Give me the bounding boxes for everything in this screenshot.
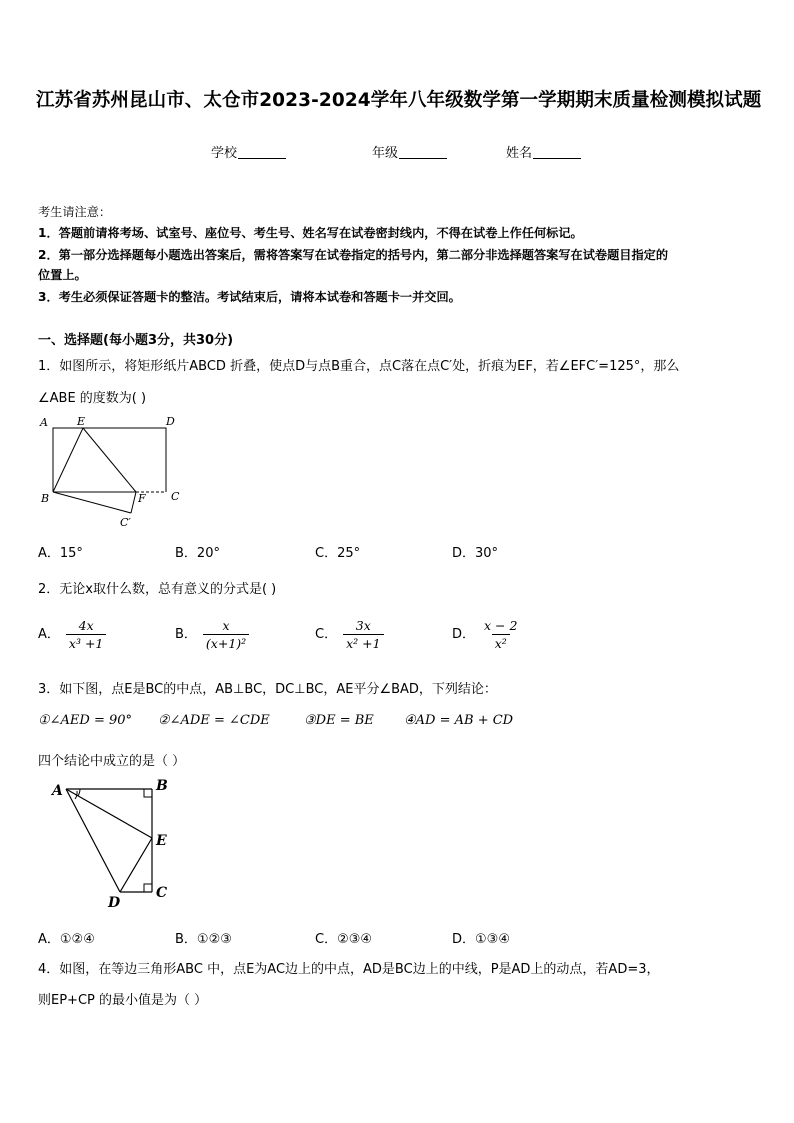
q1-EB [53, 428, 83, 492]
q3-claim-4: ④AD = AB + CD [404, 713, 514, 728]
page-title: 江苏省苏州昆山市、太仓市2023-2024学年八年级数学第一学期期末质量检测模拟试题 [36, 90, 762, 111]
q3-angle-arc-1 [78, 789, 80, 796]
note-2a: 2．第一部分选择题每小题选出答案后，需将答案写在试卷指定的括号内，第二部分非选择题答案写在试卷题目指定的 [38, 248, 669, 262]
name-field [506, 142, 581, 161]
q2-option-a-num: 4x [78, 618, 94, 633]
q4-line2: 则EP+CP 的最小值是为（ ） [38, 993, 208, 1008]
q1-BC1 [53, 492, 131, 513]
q3-right-angle-c [144, 884, 152, 892]
q2-option-c-num: 3x [355, 618, 371, 633]
q3-ask: 四个结论中成立的是（ ） [38, 754, 186, 769]
q1-label-E: E [77, 415, 86, 428]
q2-option-d [452, 618, 520, 651]
q2-option-d-num: x − 2 [484, 618, 518, 633]
grade-label: 年级 [372, 146, 399, 161]
q2-option-b-letter: B． [175, 627, 197, 642]
q1-figure [36, 410, 186, 530]
q3-option-a: A．①②④ [38, 932, 95, 947]
q2-option-c-den: x² +1 [343, 634, 383, 651]
q3-claim-3: ③DE = BE [304, 713, 374, 728]
q2-stem: 2．无论x取什么数，总有意义的分式是( ) [38, 582, 277, 597]
q2-option-d-den: x² [492, 634, 510, 651]
q1-label-A: A [40, 416, 48, 429]
school-label: 学校 [211, 146, 238, 161]
q1-label-B: B [41, 492, 50, 505]
q2-option-a-fraction [66, 618, 106, 651]
note-2b: 位置上。 [38, 268, 87, 282]
q1-option-c: C．25° [315, 546, 361, 561]
q3-stem: 3．如下图，点E是BC的中点，AB⊥BC，DC⊥BC，AE平分∠BAD，下列结论： [38, 682, 497, 697]
q2-option-b [175, 618, 249, 651]
q1-option-b: B．20° [175, 546, 220, 561]
q1-line1: 1．如图所示，将矩形纸片ABCD 折叠，使点D与点B重合，点C落在点C′处，折痕为EF，若∠EFC′=125°，那么 [38, 359, 680, 374]
q4-line1: 4．如图，在等边三角形ABC 中，点E为AC边上的中点，AD是BC边上的中线，P是AD上的动点，若AD=3， [38, 962, 660, 977]
q2-option-a [38, 618, 106, 651]
q2-option-b-fraction [203, 618, 249, 651]
q3-option-b: B．①②③ [175, 932, 232, 947]
q2-option-a-letter: A． [38, 627, 60, 642]
q3-option-c: C．②③④ [315, 932, 373, 947]
q2-option-c-fraction [343, 618, 383, 651]
q3-label-A: A [52, 783, 63, 799]
name-label: 姓名 [506, 146, 533, 161]
q1-label-C: C [171, 490, 180, 503]
note-1: 1．答题前请将考场、试室号、座位号、考生号、姓名写在试卷密封线内，不得在试卷上作任何标记。 [38, 226, 583, 240]
q2-option-c-letter: C． [315, 627, 338, 642]
note-3: 3．考生必须保证答题卡的整洁。考试结束后，请将本试卷和答题卡一并交回。 [38, 290, 461, 304]
q3-figure [46, 775, 176, 915]
school-field [211, 142, 286, 161]
q3-right-angle-b [144, 789, 152, 797]
q3-label-D: D [108, 895, 121, 911]
q2-option-c [315, 618, 384, 651]
q2-option-b-num: x [222, 618, 230, 633]
section-heading: 一、选择题(每小题3分，共30分) [38, 333, 234, 348]
q2-option-a-den: x³ +1 [66, 634, 106, 651]
name-blank [533, 146, 581, 159]
notes-heading: 考生请注意： [38, 205, 112, 219]
q3-label-B: B [156, 778, 168, 794]
q3-label-C: C [156, 885, 168, 901]
q1-label-C1: C′ [120, 516, 131, 529]
q1-C1F [131, 492, 136, 513]
q3-claim-1: ①∠AED = 90° [38, 713, 133, 728]
school-blank [238, 146, 286, 159]
q2-option-d-letter: D． [452, 627, 476, 642]
q3-label-E: E [156, 833, 167, 849]
q3-option-d: D．①③④ [452, 932, 510, 947]
q1-EF [83, 428, 136, 492]
grade-field [372, 142, 447, 161]
q3-claim-2: ②∠ADE = ∠CDE [158, 713, 270, 728]
q2-option-d-fraction [481, 618, 520, 651]
q1-label-D: D [166, 415, 175, 428]
q2-option-b-den: (x+1)² [203, 634, 249, 651]
q1-line2: ∠ABE 的度数为( ) [38, 391, 147, 406]
q1-option-d: D．30° [452, 546, 499, 561]
q1-option-a: A．15° [38, 546, 83, 561]
q1-label-F: F [138, 492, 146, 505]
grade-blank [399, 146, 447, 159]
